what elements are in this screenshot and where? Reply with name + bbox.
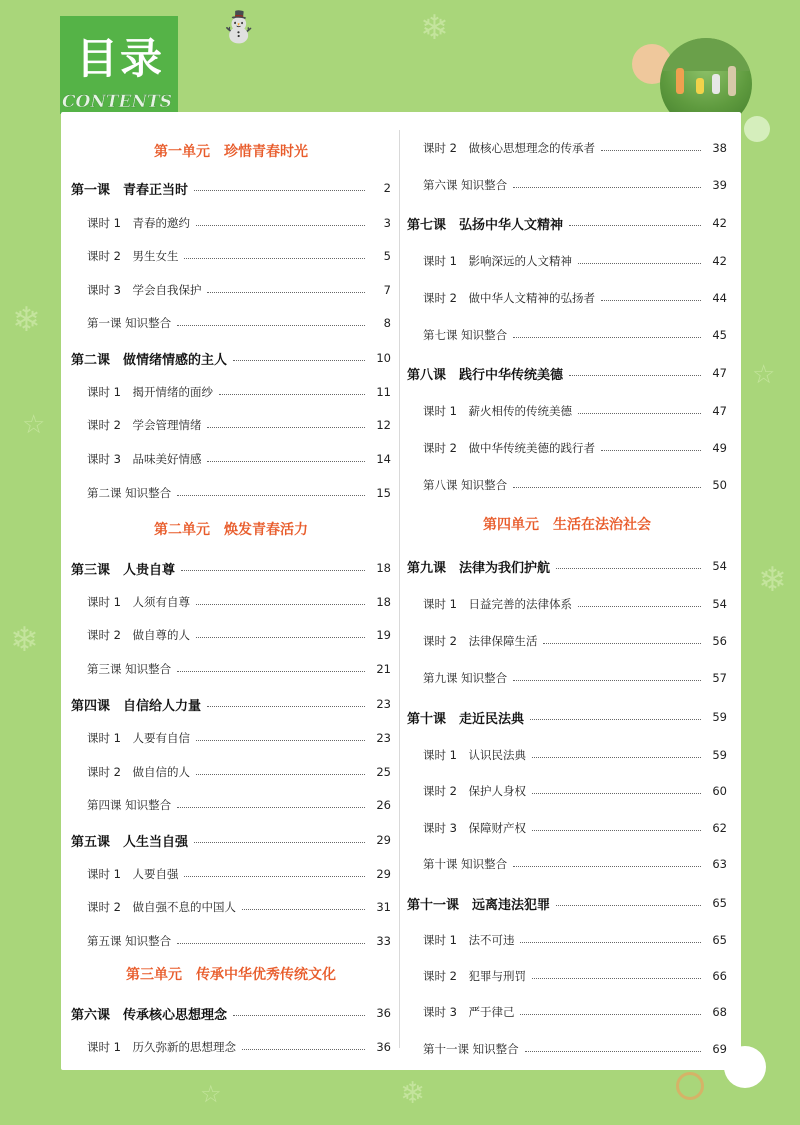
toc-page-number: 12 (376, 418, 391, 432)
toc-entry-label: 第八课 践行中华传统美德 (407, 367, 564, 383)
toc-subsection-entry[interactable] (71, 762, 391, 782)
star-icon: ☆ (200, 1080, 222, 1108)
dot-leader (525, 1051, 701, 1052)
toc-entry-label: 第四课 自信给人力量 (71, 698, 202, 714)
toc-page-number: 19 (376, 628, 391, 642)
dot-leader (532, 978, 701, 979)
toc-page-number: 60 (712, 784, 727, 798)
toc-entry-label: 第七课 弘扬中华人文精神 (407, 217, 564, 233)
toc-subsection-entry[interactable] (407, 1039, 727, 1059)
dot-leader (177, 807, 365, 808)
dot-leader (184, 876, 365, 877)
dot-leader (196, 740, 365, 741)
unit-heading: 第二单元 焕发青春活力 (154, 522, 308, 538)
toc-entry-label: 课时 1 日益完善的法律体系 (423, 597, 572, 611)
toc-page-number: 56 (712, 634, 727, 648)
dot-leader (520, 1014, 701, 1015)
toc-lesson-entry[interactable] (71, 830, 391, 850)
toc-page-number: 31 (376, 900, 391, 914)
toc-page-number: 33 (376, 934, 391, 948)
dot-leader (556, 568, 701, 569)
toc-page-number: 50 (712, 478, 727, 492)
toc-page-number: 8 (383, 316, 391, 330)
snowflake-icon: ❄ (12, 300, 41, 340)
dot-leader (513, 487, 701, 488)
toc-entry-label: 课时 2 男生女生 (87, 249, 179, 263)
toc-entry-label: 第十课 知识整合 (423, 857, 508, 871)
toc-entry-label: 课时 2 做中华传统美德的践行者 (423, 441, 595, 455)
toc-page-number: 62 (712, 821, 727, 835)
toc-subsection-entry[interactable] (407, 475, 727, 495)
dot-leader (207, 706, 365, 707)
toc-entry-label: 课时 1 人须有自尊 (87, 595, 190, 609)
dot-leader (194, 842, 365, 843)
column-divider (399, 130, 400, 1048)
toc-page-number: 23 (376, 697, 391, 711)
star-icon: ☆ (752, 360, 776, 390)
toc-lesson-entry[interactable] (71, 1003, 391, 1023)
snowflake-icon: ❄ (758, 560, 787, 600)
dot-leader (601, 150, 701, 151)
dot-leader (233, 1015, 365, 1016)
dot-leader (520, 942, 701, 943)
toc-entry-label: 第三课 人贵自尊 (71, 562, 176, 578)
toc-subsection-entry[interactable] (71, 246, 391, 266)
toc-page-number: 57 (712, 671, 727, 685)
dot-leader (177, 671, 365, 672)
toc-lesson-entry[interactable] (71, 348, 391, 368)
toc-page-number: 42 (712, 216, 727, 230)
toc-page-number: 42 (712, 254, 727, 268)
toc-page-number: 65 (712, 896, 727, 910)
toc-entry-label: 课时 2 犯罪与刑罚 (423, 969, 526, 983)
toc-entry-label: 课时 1 历久弥新的思想理念 (87, 1040, 236, 1054)
toc-entry-label: 课时 1 人要自强 (87, 867, 179, 881)
toc-subsection-entry[interactable] (407, 781, 727, 801)
toc-entry-label: 第七课 知识整合 (423, 328, 508, 342)
toc-lesson-entry[interactable] (71, 694, 391, 714)
decorative-circle (744, 116, 770, 142)
dot-leader (196, 604, 365, 605)
toc-page-number: 39 (712, 178, 727, 192)
dot-leader (196, 637, 365, 638)
toc-subsection-entry[interactable] (407, 818, 727, 838)
toc-subsection-entry[interactable] (407, 594, 727, 614)
toc-subsection-entry[interactable] (407, 401, 727, 421)
toc-page-number: 45 (712, 328, 727, 342)
dot-leader (196, 774, 365, 775)
dot-leader (532, 830, 701, 831)
toc-subsection-entry[interactable] (407, 438, 727, 458)
toc-entry-label: 第六课 传承核心思想理念 (71, 1007, 228, 1023)
toc-page-number: 68 (712, 1005, 727, 1019)
toc-entry-label: 第九课 法律为我们护航 (407, 560, 551, 576)
unit-heading: 第三单元 传承中华优秀传统文化 (126, 967, 336, 983)
dot-leader (569, 225, 701, 226)
toc-subsection-entry[interactable] (407, 668, 727, 688)
toc-page-number: 26 (376, 798, 391, 812)
dot-leader (530, 719, 701, 720)
toc-entry-label: 课时 1 人要有自信 (87, 731, 190, 745)
toc-subsection-entry[interactable] (71, 728, 391, 748)
dot-leader (578, 413, 701, 414)
toc-page-number: 15 (376, 486, 391, 500)
toc-subsection-entry[interactable] (71, 659, 391, 679)
toc-entry-label: 第五课 人生当自强 (71, 834, 189, 850)
toc-page-number: 59 (712, 748, 727, 762)
dot-leader (207, 292, 365, 293)
toc-subsection-entry[interactable] (71, 795, 391, 815)
dot-leader (569, 375, 701, 376)
toc-entry-label: 第四课 知识整合 (87, 798, 172, 812)
dot-leader (207, 461, 365, 462)
dot-leader (184, 258, 365, 259)
toc-page-number: 2 (383, 181, 391, 195)
dot-leader (207, 427, 365, 428)
toc-lesson-entry[interactable] (407, 556, 727, 576)
toc-subsection-entry[interactable] (71, 931, 391, 951)
snowflake-icon: ❄ (400, 1076, 426, 1111)
toc-entry-label: 第三课 知识整合 (87, 662, 172, 676)
toc-page-number: 18 (376, 595, 391, 609)
toc-subsection-entry[interactable] (407, 1002, 727, 1022)
toc-lesson-entry[interactable] (407, 893, 727, 913)
toc-subsection-entry[interactable] (71, 213, 391, 233)
toc-subsection-entry[interactable] (71, 592, 391, 612)
toc-entry-label: 课时 3 保障财产权 (423, 821, 526, 835)
unit-heading: 第一单元 珍惜青春时光 (154, 144, 308, 160)
dot-leader (513, 680, 701, 681)
toc-page-number: 3 (383, 216, 391, 230)
toc-entry-label: 课时 1 法不可违 (423, 933, 515, 947)
dot-leader (177, 495, 365, 496)
dot-leader (242, 1049, 365, 1050)
toc-entry-label: 第五课 知识整合 (87, 934, 172, 948)
toc-subsection-entry[interactable] (407, 175, 727, 195)
toc-page-number: 63 (712, 857, 727, 871)
toc-entry-label: 课时 2 做中华人文精神的弘扬者 (423, 291, 595, 305)
toc-subsection-entry[interactable] (71, 483, 391, 503)
dot-leader (177, 943, 365, 944)
dot-leader (601, 450, 701, 451)
toc-page-number: 69 (712, 1042, 727, 1056)
toc-lesson-entry[interactable] (407, 213, 727, 233)
dot-leader (242, 909, 365, 910)
toc-page-number: 29 (376, 867, 391, 881)
toc-page-number: 49 (712, 441, 727, 455)
decorative-ring (676, 1072, 704, 1100)
toc-subsection-entry[interactable] (407, 138, 727, 158)
toc-page-number: 38 (712, 141, 727, 155)
dot-leader (532, 757, 701, 758)
toc-page-number: 66 (712, 969, 727, 983)
toc-subsection-entry[interactable] (71, 415, 391, 435)
contents-title-box (60, 16, 178, 114)
toc-lesson-entry[interactable] (71, 178, 391, 198)
decorative-circle (724, 1046, 766, 1088)
toc-subsection-entry[interactable] (407, 288, 727, 308)
toc-entry-label: 第十一课 知识整合 (423, 1042, 519, 1056)
toc-page-number: 59 (712, 710, 727, 724)
page-subtitle: CONTENTS (62, 92, 172, 112)
toc-lesson-entry[interactable] (407, 363, 727, 383)
toc-subsection-entry[interactable] (407, 631, 727, 651)
toc-page-number: 21 (376, 662, 391, 676)
toc-entry-label: 课时 1 认识民法典 (423, 748, 526, 762)
toc-page-number: 11 (376, 385, 391, 399)
contents-page (61, 112, 741, 1070)
toc-subsection-entry[interactable] (71, 625, 391, 645)
toc-page-number: 36 (376, 1006, 391, 1020)
toc-entry-label: 课时 2 做核心思想理念的传承者 (423, 141, 595, 155)
toc-entry-label: 第九课 知识整合 (423, 671, 508, 685)
toc-page-number: 47 (712, 366, 727, 380)
star-icon: ☆ (22, 410, 46, 440)
toc-entry-label: 课时 2 法律保障生活 (423, 634, 538, 648)
dot-leader (513, 866, 701, 867)
toc-entry-label: 课时 2 做自尊的人 (87, 628, 190, 642)
toc-page-number: 36 (376, 1040, 391, 1054)
toc-page-number: 7 (383, 283, 391, 297)
toc-subsection-entry[interactable] (407, 325, 727, 345)
toc-subsection-entry[interactable] (71, 864, 391, 884)
page-title: 目录 (76, 34, 165, 83)
toc-entry-label: 课时 3 严于律己 (423, 1005, 515, 1019)
toc-subsection-entry[interactable] (407, 745, 727, 765)
dot-leader (196, 225, 365, 226)
toc-page-number: 29 (376, 833, 391, 847)
toc-entry-label: 第二课 做情绪情感的主人 (71, 352, 228, 368)
toc-entry-label: 第一课 知识整合 (87, 316, 172, 330)
toc-subsection-entry[interactable] (71, 382, 391, 402)
toc-page-number: 54 (712, 597, 727, 611)
christmas-tree-icon: ⛄ (220, 10, 258, 45)
toc-page-number: 14 (376, 452, 391, 466)
toc-entry-label: 第十一课 远离违法犯罪 (407, 897, 551, 913)
dot-leader (513, 187, 701, 188)
dot-leader (219, 394, 365, 395)
toc-page-number: 47 (712, 404, 727, 418)
toc-subsection-entry[interactable] (71, 280, 391, 300)
toc-subsection-entry[interactable] (71, 449, 391, 469)
toc-page-number: 18 (376, 561, 391, 575)
toc-entry-label: 课时 1 青春的邀约 (87, 216, 190, 230)
toc-subsection-entry[interactable] (71, 897, 391, 917)
toc-subsection-entry[interactable] (407, 966, 727, 986)
toc-entry-label: 课时 3 品味美好情感 (87, 452, 202, 466)
dot-leader (194, 190, 365, 191)
dot-leader (233, 360, 365, 361)
dot-leader (543, 643, 701, 644)
toc-page-number: 44 (712, 291, 727, 305)
toc-entry-label: 第八课 知识整合 (423, 478, 508, 492)
toc-page-number: 25 (376, 765, 391, 779)
toc-page-number: 5 (383, 249, 391, 263)
dot-leader (513, 337, 701, 338)
toc-subsection-entry[interactable] (71, 1037, 391, 1057)
toc-lesson-entry[interactable] (71, 558, 391, 578)
dot-leader (556, 905, 701, 906)
toc-entry-label: 课时 2 保护人身权 (423, 784, 526, 798)
toc-subsection-entry[interactable] (407, 854, 727, 874)
toc-page-number: 23 (376, 731, 391, 745)
dot-leader (578, 606, 701, 607)
toc-entry-label: 课时 2 做自强不息的中国人 (87, 900, 236, 914)
dot-leader (601, 300, 701, 301)
toc-entry-label: 第六课 知识整合 (423, 178, 508, 192)
toc-entry-label: 课时 1 薪火相传的传统美德 (423, 404, 572, 418)
toc-lesson-entry[interactable] (407, 707, 727, 727)
toc-entry-label: 第一课 青春正当时 (71, 182, 189, 198)
snowflake-icon: ❄ (10, 620, 39, 660)
snowflake-icon: ❄ (420, 8, 449, 48)
dot-leader (177, 325, 365, 326)
toc-page-number: 65 (712, 933, 727, 947)
toc-entry-label: 第十课 走近民法典 (407, 711, 525, 727)
unit-heading: 第四单元 生活在法治社会 (483, 517, 651, 533)
toc-subsection-entry[interactable] (407, 930, 727, 950)
toc-subsection-entry[interactable] (407, 251, 727, 271)
dot-leader (181, 570, 365, 571)
toc-page-number: 10 (376, 351, 391, 365)
toc-entry-label: 课时 2 学会管理情绪 (87, 418, 202, 432)
dot-leader (578, 263, 701, 264)
toc-entry-label: 课时 3 学会自我保护 (87, 283, 202, 297)
toc-entry-label: 课时 1 影响深远的人文精神 (423, 254, 572, 268)
toc-page-number: 54 (712, 559, 727, 573)
toc-entry-label: 第二课 知识整合 (87, 486, 172, 500)
dot-leader (532, 793, 701, 794)
toc-subsection-entry[interactable] (71, 313, 391, 333)
toc-entry-label: 课时 2 做自信的人 (87, 765, 190, 779)
toc-entry-label: 课时 1 揭开情绪的面纱 (87, 385, 213, 399)
